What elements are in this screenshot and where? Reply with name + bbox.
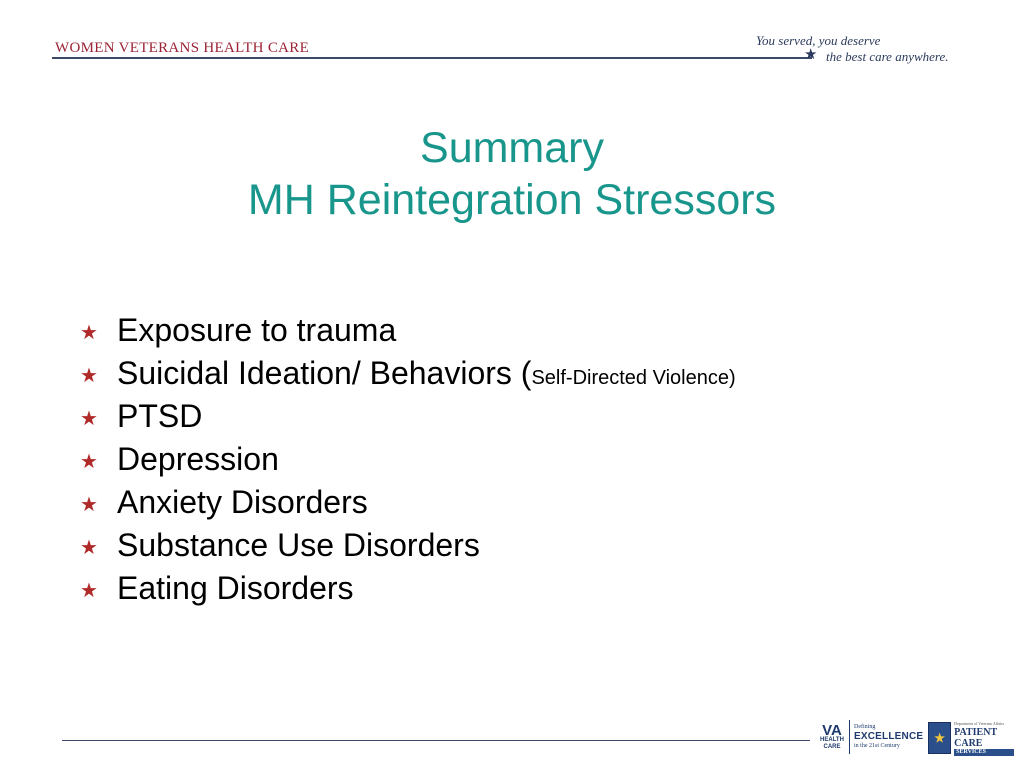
header-rule	[52, 57, 812, 59]
list-item	[80, 484, 736, 527]
star-bullet-icon: ★	[80, 365, 98, 387]
header-tagline	[756, 33, 949, 65]
list-item	[80, 312, 736, 355]
bullet-text: Eating Disorders	[117, 570, 354, 606]
pcs-name-text: PATIENT CARE	[954, 726, 997, 749]
bullet-text: Depression	[117, 441, 279, 477]
slide-title	[0, 122, 1024, 226]
bullet-text: Suicidal Ideation/ Behaviors (	[117, 355, 532, 391]
va-defining-text: Defining	[854, 724, 876, 730]
star-bullet-icon: ★	[80, 580, 98, 602]
star-bullet-icon: ★	[80, 408, 98, 430]
bullet-text: Substance Use Disorders	[117, 527, 480, 563]
va-excellence-text: EXCELLENCE	[854, 731, 924, 742]
pcs-dept-text: Department of Veterans Affairs	[954, 720, 1005, 726]
header-brand: WOMEN VETERANS HEALTH CARE	[55, 40, 310, 56]
va-century-text: in the 21st Century	[854, 743, 900, 749]
pcs-services-text: SERVICES	[954, 749, 1014, 756]
va-care-text: CARE	[823, 743, 841, 750]
pcs-logo-text	[951, 721, 1014, 756]
slide-title-line1: Summary	[420, 124, 604, 172]
patient-care-services-logo	[928, 722, 1014, 754]
va-health-care-logo	[818, 720, 923, 754]
bullet-text: PTSD	[117, 398, 203, 434]
va-mark	[818, 720, 850, 754]
slide-title-line2: MH Reintegration Stressors	[247, 176, 777, 224]
star-bullet-icon: ★	[80, 537, 98, 559]
tagline-line2: the best care anywhere.	[826, 49, 949, 64]
bullet-text: Exposure to trauma	[117, 312, 397, 348]
footer-rule	[62, 740, 810, 741]
tagline-line1: You served, you deserve	[756, 33, 881, 48]
list-item	[80, 398, 736, 441]
list-item	[80, 441, 736, 484]
va-mark-text: VA	[822, 721, 842, 739]
list-item	[80, 570, 736, 613]
star-bullet-icon: ★	[80, 451, 98, 473]
va-logo-text	[850, 720, 923, 754]
bullet-list	[80, 312, 736, 613]
list-item	[80, 527, 736, 570]
bullet-note: Self-Directed Violence)	[531, 367, 736, 389]
header-star-icon: ★	[804, 46, 818, 63]
star-bullet-icon: ★	[80, 322, 98, 344]
seal-icon: ★	[928, 722, 951, 754]
bullet-text: Anxiety Disorders	[117, 484, 368, 520]
star-bullet-icon: ★	[80, 494, 98, 516]
list-item	[80, 355, 736, 398]
va-health-text: HEALTH	[820, 736, 844, 743]
